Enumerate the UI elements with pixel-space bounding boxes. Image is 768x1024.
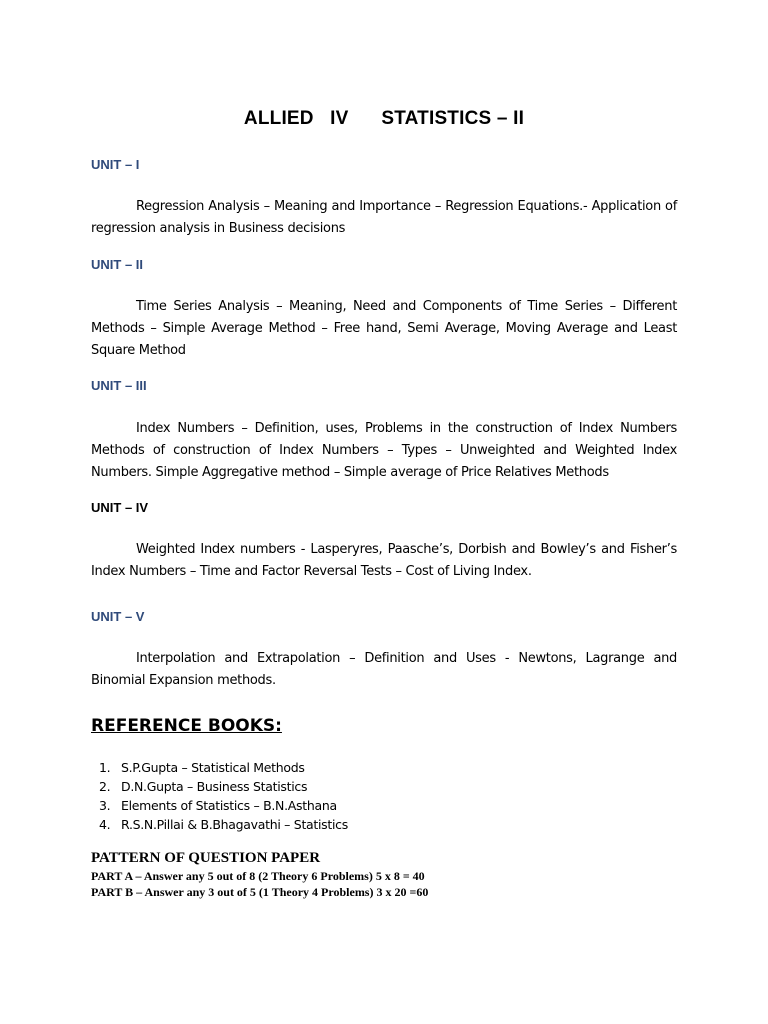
list-item-text: S.P.Gupta – Statistical Methods [121,760,305,775]
pattern-part-a: PART A – Answer any 5 out of 8 (2 Theory 6 Problems) 5 x 8 = 40 [91,869,425,883]
unit-1-text: Regression Analysis – Meaning and Importance – Regression Equations.- Application of regression analysis in Business decisions [91,199,677,236]
unit-3-text: Index Numbers – Definition, uses, Problems in the construction of Index Numbers Methods of construction of Index Numbers – Types – Unweighted and Weighted Index Numbers. Simple Aggregative method – Simple average of Price Relatives Methods [91,421,677,480]
reference-books-heading: REFERENCE BOOKS: [91,716,282,736]
list-item [91,777,348,796]
reference-books-list [91,758,348,834]
list-item-text: Elements of Statistics – B.N.Asthana [121,798,337,813]
pattern-heading: PATTERN OF QUESTION PAPER [91,850,321,866]
list-item-number: 1. [99,760,111,775]
list-item [91,796,348,815]
unit-4-text: Weighted Index numbers - Lasperyres, Paasche’s, Dorbish and Bowley’s and Fisher’s Index Numbers – Time and Factor Reversal Tests – Cost of Living Index. [91,542,677,579]
list-item-number: 2. [99,779,111,794]
unit-3-heading: UNIT – III [91,378,147,393]
list-item-number: 3. [99,798,111,813]
unit-1-heading: UNIT – I [91,157,140,172]
list-item [91,815,348,834]
unit-4-heading: UNIT – IV [91,500,149,515]
list-item-text: D.N.Gupta – Business Statistics [121,779,308,794]
list-item-text: R.S.N.Pillai & B.Bhagavathi – Statistics [121,817,348,832]
page-title: ALLIED IV STATISTICS – II [243,108,525,129]
list-item [91,758,348,777]
unit-2-heading: UNIT – II [91,257,144,272]
list-item-number: 4. [99,817,111,832]
unit-5-heading: UNIT – V [91,609,145,624]
pattern-part-b: PART B – Answer any 3 out of 5 (1 Theory 4 Problems) 3 x 20 =60 [91,885,429,899]
unit-2-text: Time Series Analysis – Meaning, Need and Components of Time Series – Different Methods – Simple Average Method – Free hand, Semi Average, Moving Average and Least Square Method [91,299,677,358]
unit-5-text: Interpolation and Extrapolation – Definition and Uses - Newtons, Lagrange and Binomial Expansion methods. [91,651,677,688]
